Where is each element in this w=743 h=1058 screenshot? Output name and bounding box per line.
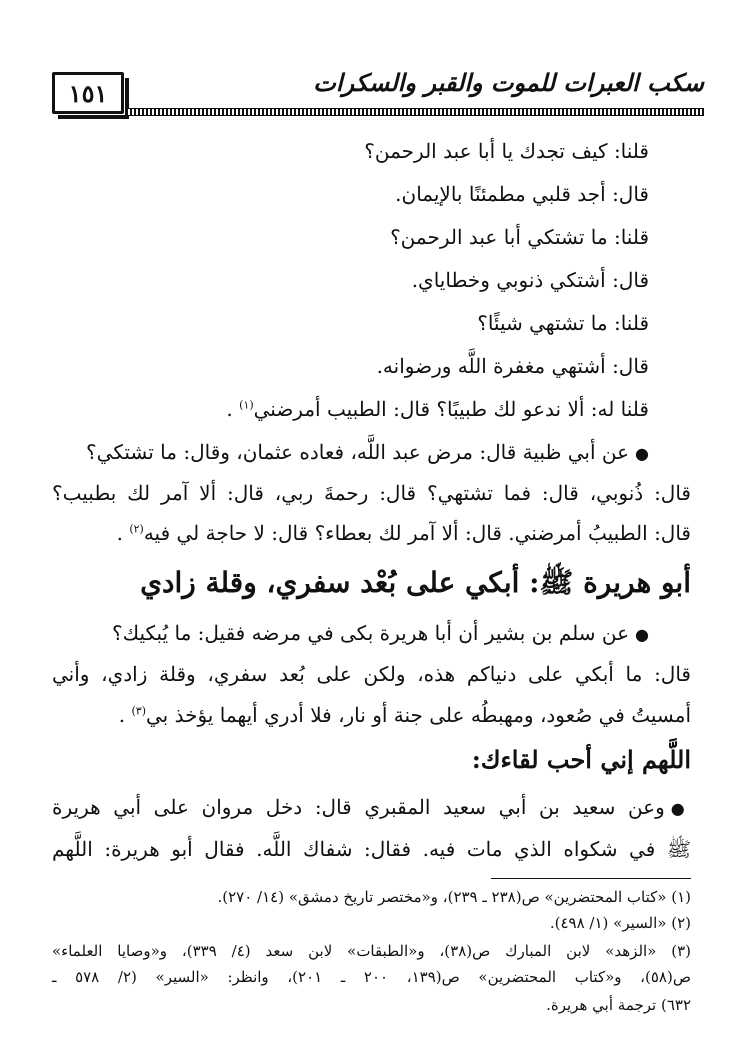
dialogue-line: قال: أشتهي مغفرة اللَّه ورضوانه. (376, 354, 649, 378)
footnote: (١) «كتاب المحتضرين» ص(٢٣٨ ـ ٢٣٩)، و«مختصر تاريخ دمشق» (١٤/ ٢٧٠). (217, 888, 691, 906)
dialogue-line: قلنا: ما تشتهي شيئًا؟ (477, 311, 649, 335)
line-tail: . (118, 703, 132, 727)
page-header (52, 68, 704, 116)
footnote-ref: (٢) (129, 522, 144, 536)
dialogue-line (226, 394, 649, 424)
section-heading: اللَّهم إني أحب لقاءك: (471, 745, 691, 774)
paragraph-line: قال: ما أبكي على دنياكم هذه، ولكن على بُعد سفري، وقلة زادي، وأني (52, 662, 691, 686)
paragraph-text: وعن سعيد بن أبي سعيد المقبري قال: دخل مروان على أبي هريرة (52, 795, 665, 819)
footnote-ref: (١) (239, 398, 254, 412)
header-rule (126, 108, 704, 116)
bullet-icon: ● (635, 444, 649, 463)
paragraph-line (86, 437, 649, 469)
dialogue-text: قلنا له: ألا ندعو لك طبيبًا؟ قال: الطبيب أمرضني (253, 397, 649, 421)
footnote: (٣) «الزهد» لابن المبارك ص(٣٨)، و«الطبقات» لابن سعد (٤/ ٣٣٩)، و«وصايا العلماء» (52, 942, 692, 960)
bullet-icon: ● (670, 799, 691, 818)
footnote-rule (491, 878, 691, 879)
paragraph-line (112, 618, 649, 650)
section-heading: أبو هريرة ﷺ: أبكي على بُعْد سفري، وقلة زادي (140, 566, 691, 599)
line-tail: . (116, 521, 130, 545)
line-tail: . (226, 397, 240, 421)
dialogue-line: قلنا: كيف تجدك يا أبا عبد الرحمن؟ (364, 139, 649, 163)
paragraph-text: أمسيتُ في صُعود، ومهبطُه على جنة أو نار، فلا أدري أيهما يؤخذ بي (146, 703, 691, 727)
footnote: (٢) «السير» (١/ ٤٩٨). (549, 914, 691, 932)
paragraph-text: عن سلم بن بشير أن أبا هريرة بكى في مرضه فقيل: ما يُبكيك؟ (111, 621, 630, 645)
page-number: ١٥١ (52, 72, 124, 114)
paragraph-line (52, 518, 691, 548)
paragraph-line: قال: ذُنوبي، قال: فما تشتهي؟ قال: رحمةَ ربي، قال: ألا آمر لك بطبيب؟ (52, 481, 691, 505)
paragraph-line (52, 700, 691, 730)
paragraph-line: ﷺ في شكواه الذي مات فيه. فقال: شفاك اللَّه. فقال أبو هريرة: اللَّهم (52, 837, 691, 861)
footnote-ref: (٣) (131, 704, 147, 718)
dialogue-line: قال: أشتكي ذنوبي وخطاياي. (411, 268, 649, 292)
dialogue-line: قلنا: ما تشتكي أبا عبد الرحمن؟ (390, 225, 649, 249)
paragraph-text: عن أبي ظبية قال: مرض عبد اللَّه، فعاده عثمان، وقال: ما تشتكي؟ (86, 440, 630, 464)
running-title: سكب العبرات للموت والقبر والسكرات (313, 68, 704, 97)
dialogue-line: قال: أجد قلبي مطمئنًا بالإيمان. (395, 182, 649, 206)
footnote: ٦٣٢) ترجمة أبي هريرة. (546, 996, 691, 1014)
bullet-icon: ● (635, 625, 649, 644)
paragraph-line (52, 792, 691, 824)
footnote: ص(٥٨)، و«كتاب المحتضرين» ص(١٣٩، ٢٠٠ ـ ٢٠١)، وانظر: «السير» (٢/ ٥٧٨ ـ (52, 968, 691, 986)
paragraph-text: قال: الطبيبُ أمرضني. قال: ألا آمر لك بعطاء؟ قال: لا حاجة لي فيه (143, 521, 691, 545)
